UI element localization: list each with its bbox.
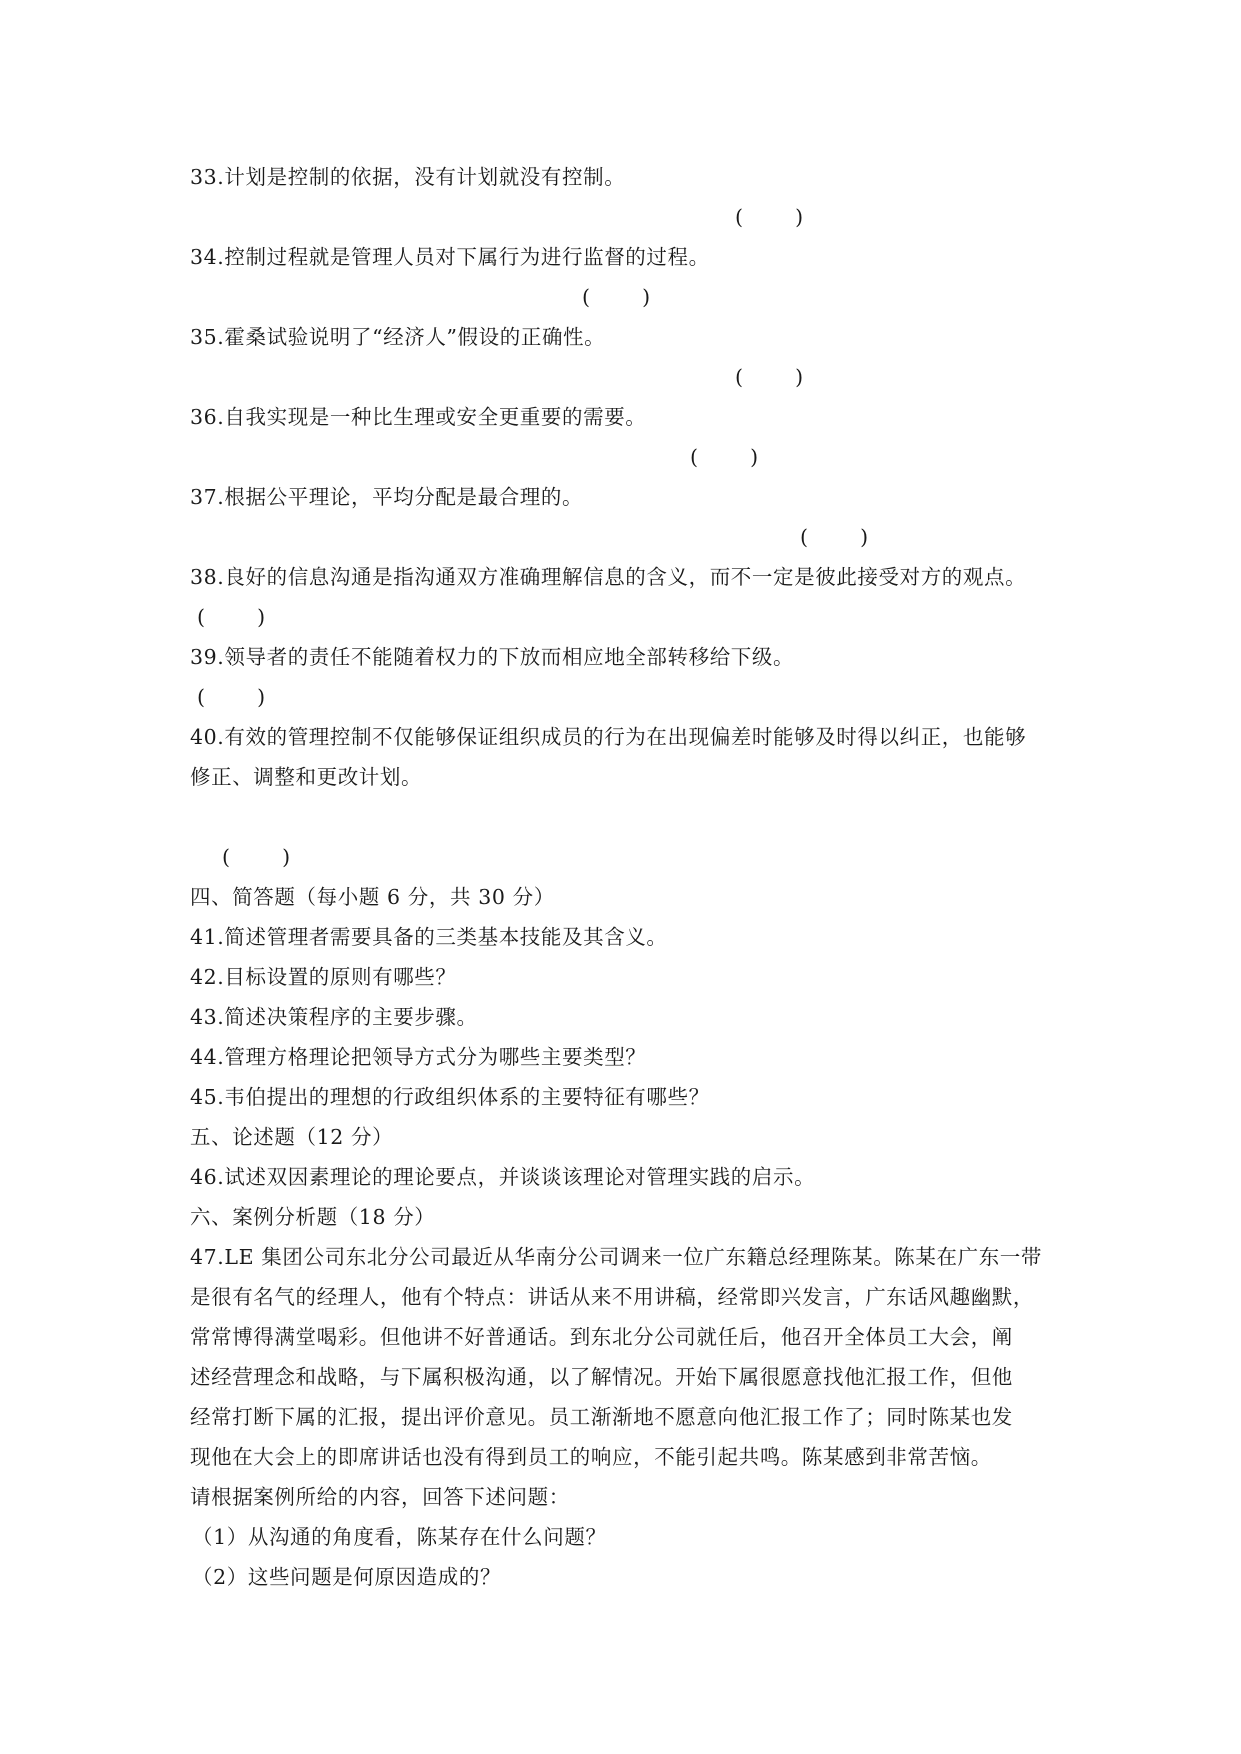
- question-text: 34.控制过程就是管理人员对下属行为进行监督的过程。: [190, 245, 710, 269]
- case-text-line: 47.LE 集团公司东北分公司最近从华南分公司调来一位广东籍总经理陈某。陈某在广东一带: [190, 1245, 1042, 1269]
- question-44: 44.管理方格理论把领导方式分为哪些主要类型？: [190, 1045, 647, 1069]
- question-text: 38.良好的信息沟通是指沟通双方准确理解信息的含义，而不一定是彼此接受对方的观点。: [190, 565, 1027, 589]
- question-text-line-1: 40.有效的管理控制不仅能够保证组织成员的行为在出现偏差时能够及时得以纠正，也能够: [190, 725, 1027, 749]
- answer-parentheses: ( ): [197, 605, 266, 629]
- case-text-line: 现他在大会上的即席讲话也没有得到员工的响应，不能引起共鸣。陈某感到非常苦恼。: [190, 1445, 992, 1469]
- answer-parentheses: ( ): [735, 365, 804, 389]
- answer-parentheses: ( ): [735, 205, 804, 229]
- question-text: 33.计划是控制的依据，没有计划就没有控制。: [190, 165, 626, 189]
- answer-parentheses: ( ): [690, 445, 759, 469]
- question-text: 36.自我实现是一种比生理或安全更重要的需要。: [190, 405, 647, 429]
- section-heading: 六、案例分析题（18 分）: [190, 1205, 436, 1229]
- question-43: 43.简述决策程序的主要步骤。: [190, 1005, 478, 1029]
- answer-parentheses: ( ): [800, 525, 869, 549]
- answer-parentheses: ( ): [582, 285, 651, 309]
- question-42: 42.目标设置的原则有哪些？: [190, 965, 457, 989]
- case-text-line: 述经营理念和战略，与下属积极沟通，以了解情况。开始下属很愿意找他汇报工作，但他: [190, 1365, 1013, 1389]
- question-text: 37.根据公平理论，平均分配是最合理的。: [190, 485, 584, 509]
- question-text-line-2: 修正、调整和更改计划。: [190, 765, 423, 789]
- answer-parentheses: ( ): [222, 845, 291, 869]
- section-heading: 五、论述题（12 分）: [190, 1125, 394, 1149]
- case-text-line: 经常打断下属的汇报，提出评价意见。员工渐渐地不愿意向他汇报工作了；同时陈某也发: [190, 1405, 1013, 1429]
- case-text-line: 是很有名气的经理人，他有个特点：讲话从来不用讲稿，经常即兴发言，广东话风趣幽默，: [190, 1285, 1034, 1309]
- question-46: 46.试述双因素理论的理论要点，并谈谈该理论对管理实践的启示。: [190, 1165, 816, 1189]
- sub-question-2: （2）这些问题是何原因造成的？: [192, 1565, 502, 1589]
- case-prompt: 请根据案例所给的内容，回答下述问题：: [190, 1485, 570, 1509]
- question-text: 39.领导者的责任不能随着权力的下放而相应地全部转移给下级。: [190, 645, 795, 669]
- section-heading: 四、简答题（每小题 6 分，共 30 分）: [190, 885, 555, 909]
- sub-question-1: （1）从沟通的角度看，陈某存在什么问题？: [192, 1525, 607, 1549]
- answer-parentheses: ( ): [197, 685, 266, 709]
- question-45: 45.韦伯提出的理想的行政组织体系的主要特征有哪些？: [190, 1085, 710, 1109]
- case-text-line: 常常博得满堂喝彩。但他讲不好普通话。到东北分公司就任后，他召开全体员工大会，阐: [190, 1325, 1013, 1349]
- question-text: 35.霍桑试验说明了“经济人”假设的正确性。: [190, 325, 606, 349]
- question-41: 41.简述管理者需要具备的三类基本技能及其含义。: [190, 925, 668, 949]
